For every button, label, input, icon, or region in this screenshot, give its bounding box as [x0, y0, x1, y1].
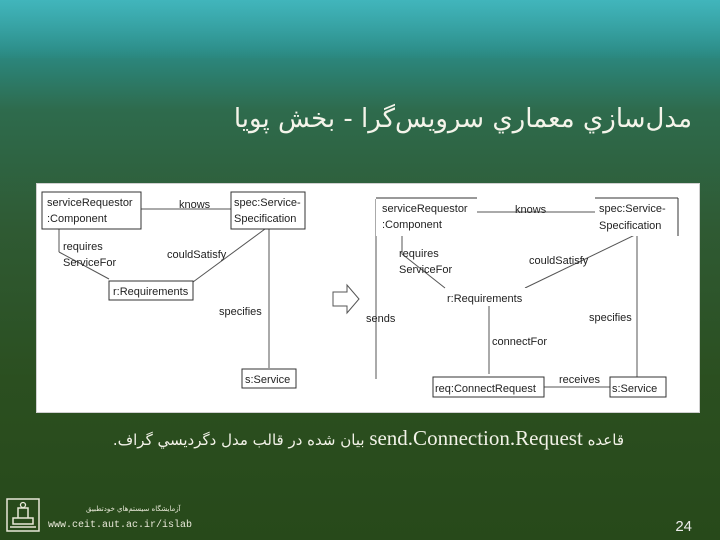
- edge-specifies-label: specifies: [589, 312, 632, 324]
- node-spec-line2: Specification: [599, 220, 662, 232]
- edge-sends-label: sends: [366, 313, 396, 325]
- header-band: [0, 0, 720, 58]
- rule-diagram-svg: [37, 184, 699, 412]
- lab-name: آزمايشگاه سيستم‌هاي خودتطبيق: [86, 505, 181, 513]
- node-connect-request-label: req:ConnectRequest: [435, 383, 536, 395]
- edge-could-satisfy-label: couldSatisfy: [529, 255, 589, 267]
- caption-rule-name: send.Connection.Request: [369, 426, 583, 450]
- page-number: 24: [675, 518, 692, 535]
- node-service-requestor-line1: serviceRequestor: [382, 203, 468, 215]
- node-service-label: s:Service: [612, 383, 658, 395]
- caption-prefix: قاعده: [587, 431, 624, 449]
- node-spec-line1: spec:Service-: [234, 197, 301, 209]
- graph-transformation-diagram: [36, 183, 700, 413]
- slide-title: مدل‌سازي معماري سرويس‌گرا - بخش پويا: [233, 104, 692, 134]
- edge-knows-label: knows: [179, 199, 211, 211]
- lab-url: www.ceit.aut.ac.ir/islab: [48, 520, 193, 531]
- edge-knows-label: knows: [515, 204, 547, 216]
- rule-caption: [113, 426, 624, 451]
- node-service-label: s:Service: [245, 374, 291, 386]
- node-requirements-label: r:Requirements: [113, 286, 189, 298]
- lhs-graph: [42, 192, 305, 388]
- caption-suffix: بيان شده در قالب مدل دگرديسي گراف.: [112, 431, 365, 449]
- edge-specifies-label: specifies: [219, 306, 262, 318]
- edge-requires-label-1: requires: [63, 241, 103, 253]
- edge-requires-label-2: ServiceFor: [399, 264, 453, 276]
- edge-could-satisfy-label: couldSatisfy: [167, 249, 227, 261]
- node-service-requestor-line1: serviceRequestor: [47, 197, 133, 209]
- edge-receives-label: receives: [559, 374, 600, 386]
- node-service-requestor-line2: :Component: [382, 219, 442, 231]
- edge-requires-label-1: requires: [399, 248, 439, 260]
- lab-logo-icon: [6, 498, 40, 532]
- node-requirements-label: r:Requirements: [447, 293, 523, 305]
- edge-connect-for-label: connectFor: [492, 336, 548, 348]
- node-spec-line2: Specification: [234, 213, 297, 225]
- edge-requires-label-2: ServiceFor: [63, 257, 117, 269]
- node-spec-line1: spec:Service-: [599, 203, 666, 215]
- node-service-requestor-line2: :Component: [47, 213, 107, 225]
- rhs-graph: [366, 198, 678, 397]
- transformation-arrow: [333, 285, 359, 313]
